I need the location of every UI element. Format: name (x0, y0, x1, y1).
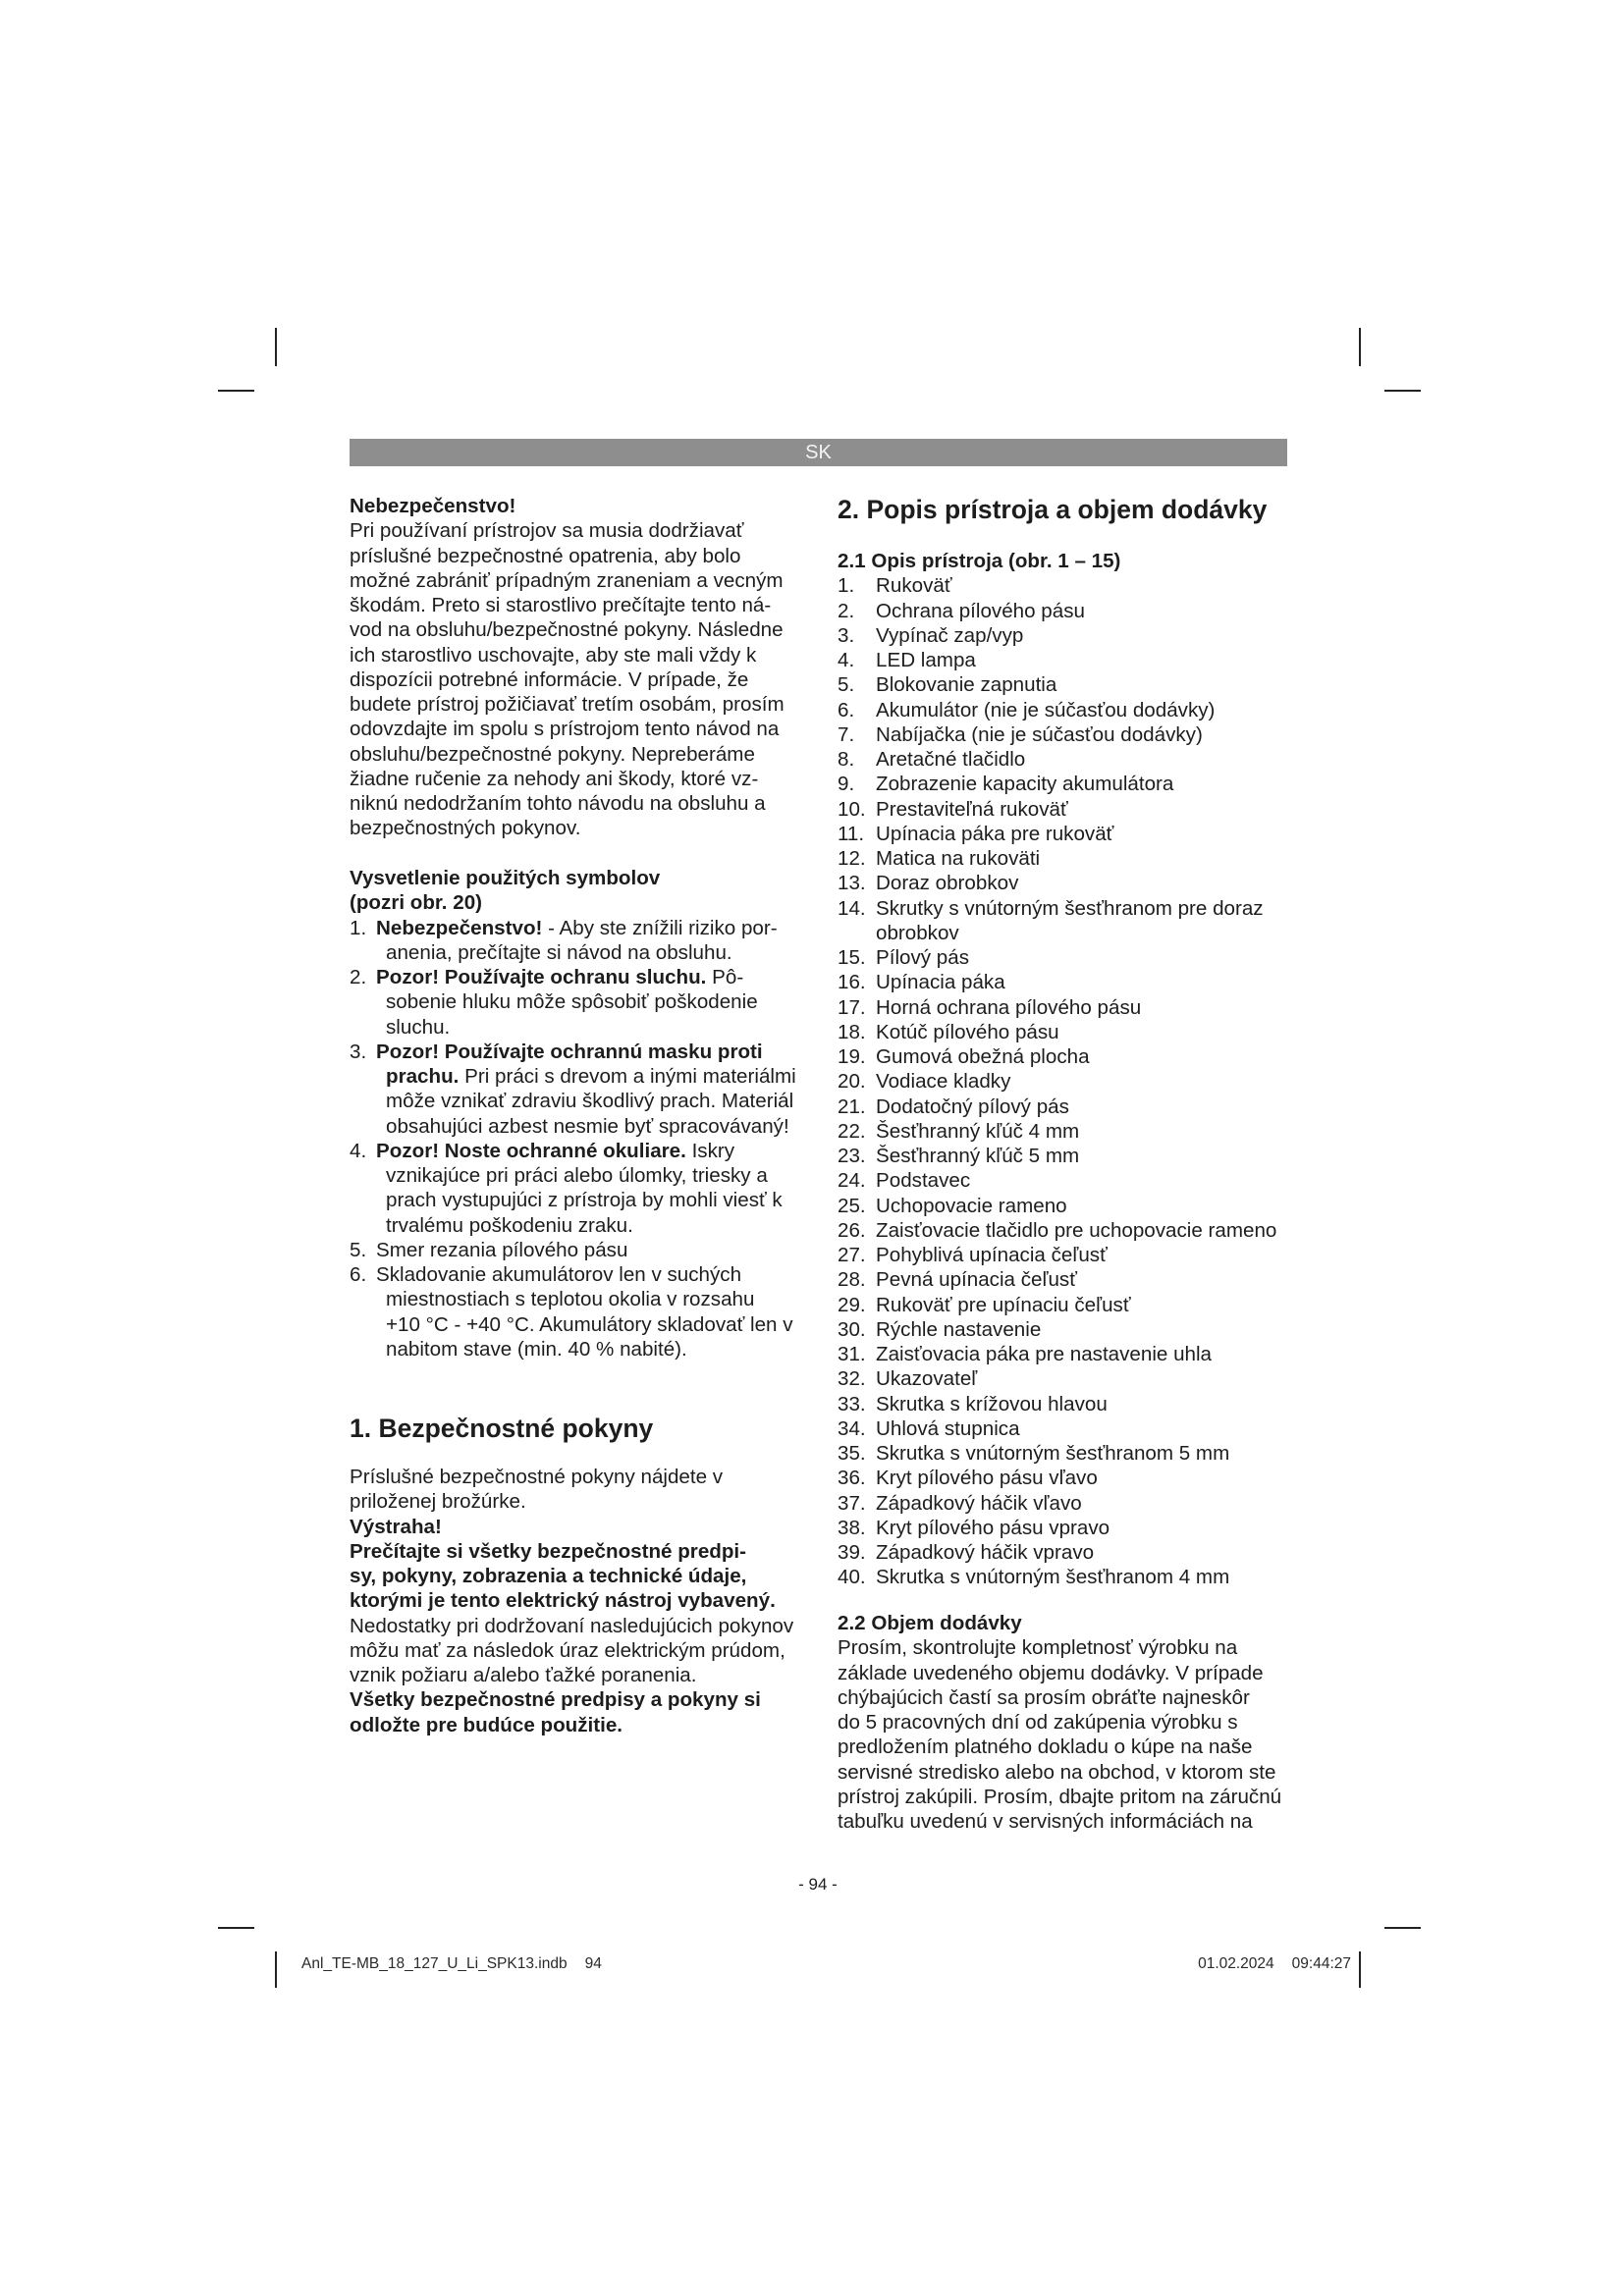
item-number: 23. (838, 1145, 866, 1167)
text-line: dispozícii potrebné informácie. V prípade, že (350, 667, 749, 691)
bold-text-line: Výstraha! (350, 1515, 442, 1538)
bold-text-line: sy, pokyny, zobrazenia a technické údaje, (350, 1565, 747, 1587)
danger-title: Nebezpečenstvo! (350, 495, 516, 517)
crop-mark-bottom-left-vertical (275, 1951, 277, 1988)
text-line: chýbajúcich častí sa prosím obráťte najneskôr (838, 1685, 1250, 1709)
part-list-line (838, 871, 1276, 895)
part-list-line (838, 1243, 1276, 1267)
part-list-line (838, 1516, 1276, 1540)
part-list-line (838, 1168, 1276, 1193)
item-number: 2. (350, 966, 367, 988)
text-line: tabuľku uvedenú v servisných informáciách na (838, 1810, 1253, 1833)
symbol-item-line (350, 1015, 796, 1040)
text-run: - Aby ste znížili riziko por- (542, 916, 778, 939)
item-number: 12. (838, 847, 866, 870)
symbol-item-line (350, 1287, 796, 1311)
part-list-item (838, 1342, 1276, 1366)
item-number: 30. (838, 1317, 866, 1341)
part-list-item (838, 1144, 1276, 1168)
part-name: Rukoväť pre upínaciu čeľusť (876, 1293, 1131, 1316)
part-list-item (838, 995, 1276, 1020)
part-list-item (838, 1044, 1276, 1069)
part-name: Upínacia páka pre rukoväť (876, 822, 1114, 845)
part-list-line (838, 1366, 1276, 1391)
text-line: Príslušné bezpečnostné pokyny nájdete v (350, 1466, 724, 1488)
part-name: Uhlová stupnica (876, 1416, 1020, 1440)
section-heading-safety: 1. Bezpečnostné pokyny (350, 1414, 654, 1443)
part-list-line (838, 1267, 1276, 1292)
bold-text: prachu. (386, 1065, 460, 1088)
part-list-item (838, 599, 1276, 623)
text-run: prach vystupujúci z prístroja by mohli viesť k (386, 1189, 783, 1212)
text-line: žiadne ručenie za nehody ani škody, ktoré vz- (350, 767, 759, 790)
text-line: ich starostlivo uschovajte, aby ste mali vždy k (350, 643, 757, 667)
footer-file-name: Anl_TE-MB_18_127_U_Li_SPK13.indb (301, 1955, 568, 1972)
text-line: príslušné bezpečnostné opatrenia, aby bolo (350, 544, 741, 567)
device-description-list (838, 549, 1276, 1590)
part-list-item (838, 1540, 1276, 1565)
item-number: 3. (838, 623, 855, 647)
part-name: Západkový háčik vpravo (876, 1541, 1095, 1564)
text-line: prístroj zakúpili. Prosím, dbajte pritom na záručnú (838, 1785, 1282, 1808)
part-list-line (838, 846, 1276, 871)
bold-text-line: Všetky bezpečnostné predpisy a pokyny si (350, 1688, 761, 1712)
part-name: Kotúč pílového pásu (876, 1020, 1059, 1043)
part-name: Skrutka s krížovou hlavou (876, 1392, 1108, 1415)
part-name: Ochrana pílového pásu (876, 599, 1085, 622)
part-list-line (838, 1095, 1276, 1119)
part-name: Uchopovacie rameno (876, 1194, 1067, 1217)
bold-text-line: ktorými je tento elektrický nástroj vybavený. (350, 1589, 776, 1613)
part-list-item (838, 1069, 1276, 1094)
part-list-item (838, 1020, 1276, 1044)
item-number: 1. (838, 574, 855, 598)
part-list-line (838, 599, 1276, 623)
part-list-line (838, 1392, 1276, 1416)
part-name: Skrutka s vnútorným šesťhranom 5 mm (876, 1442, 1230, 1465)
symbols-title-line: (pozri obr. 20) (350, 891, 483, 915)
part-list-item (838, 846, 1276, 871)
part-list-line (838, 1491, 1276, 1516)
part-name: Dodatočný pílový pás (876, 1095, 1069, 1118)
part-list-item (838, 722, 1276, 747)
item-number: 2. (838, 599, 855, 622)
bold-text: Pozor! Používajte ochranu sluchu. (376, 966, 707, 988)
part-list-line (838, 722, 1276, 747)
text-run: vznikajúce pri práci alebo úlomky, triesky a (386, 1164, 768, 1187)
part-list-line (838, 1441, 1276, 1466)
part-list-line (838, 1540, 1276, 1565)
part-list-item (838, 1366, 1276, 1391)
part-name: Západkový háčik vľavo (876, 1491, 1082, 1515)
part-name: Šesťhranný kľúč 4 mm (876, 1119, 1080, 1143)
text-run: Pri práci s drevom a inými materiálmi (459, 1065, 796, 1088)
bold-text: Pozor! Používajte ochrannú masku proti (376, 1040, 763, 1063)
part-list-line (838, 1317, 1276, 1342)
symbol-item (350, 1262, 796, 1362)
item-number: 3. (350, 1040, 367, 1063)
footer-date: 01.02.2024 (1198, 1955, 1274, 1972)
symbol-item-line (350, 1262, 796, 1287)
part-list-line (838, 573, 1276, 598)
item-number: 4. (838, 649, 855, 671)
item-number: 40. (838, 1566, 866, 1589)
text-line: Pri používaní prístrojov sa musia dodržiavať (350, 519, 744, 543)
text-line: do 5 pracovných dní od zakúpenia výrobku s (838, 1711, 1238, 1734)
part-list-item (838, 970, 1276, 994)
part-list-item (838, 822, 1276, 846)
text-line: obsluhu/bezpečnostné pokyny. Nepreberáme (350, 742, 755, 766)
part-name: Podstavec (876, 1169, 971, 1193)
symbol-item-line (350, 1139, 796, 1163)
symbol-item (350, 1238, 796, 1262)
symbol-item-line (350, 1114, 796, 1139)
symbol-item-line (350, 1064, 796, 1089)
text-line: vznik požiaru a/alebo ťažké poranenia. (350, 1664, 697, 1686)
crop-mark-top-left-horizontal (218, 390, 254, 392)
symbol-item-line (350, 989, 796, 1014)
item-number: 26. (838, 1218, 866, 1242)
part-list-item (838, 1293, 1276, 1317)
part-name: LED lampa (876, 649, 976, 671)
part-list-item (838, 945, 1276, 970)
part-name: Pílový pás (876, 946, 970, 969)
part-name: Akumulátor (nie je súčasťou dodávky) (876, 698, 1216, 721)
item-number: 5. (350, 1238, 367, 1261)
item-number: 27. (838, 1244, 866, 1266)
item-number: 16. (838, 971, 866, 994)
bold-text-line: Prečítajte si všetky bezpečnostné predpi- (350, 1539, 747, 1563)
part-list-line (838, 1069, 1276, 1094)
page-number: - 94 - (798, 1875, 838, 1894)
text-run: sobenie hluku môže spôsobiť poškodenie (386, 990, 758, 1014)
symbol-item-line (350, 1337, 796, 1362)
part-list-line (838, 698, 1276, 722)
text-run: +10 °C - +40 °C. Akumulátory skladovať len v (386, 1312, 793, 1336)
item-number: 31. (838, 1343, 866, 1365)
item-number: 28. (838, 1268, 866, 1292)
part-name: Pevná upínacia čeľusť (876, 1268, 1077, 1292)
part-name: Blokovanie zapnutia (876, 673, 1057, 697)
item-number: 33. (838, 1392, 866, 1415)
item-number: 25. (838, 1194, 866, 1217)
text-line: základe uvedeného objemu dodávky. V prípade (838, 1661, 1264, 1684)
part-name: Zaisťovacie tlačidlo pre uchopovacie rameno (876, 1218, 1277, 1242)
part-name: Kryt pílového pásu vpravo (876, 1516, 1110, 1539)
part-list-line (838, 1020, 1276, 1044)
item-number: 38. (838, 1516, 866, 1539)
part-name: Nabíjačka (nie je súčasťou dodávky) (876, 722, 1203, 746)
text-line: škodám. Preto si starostlivo prečítajte tento ná- (350, 594, 772, 616)
part-list-item (838, 1392, 1276, 1416)
text-line: predložením platného dokladu o kúpe na naše (838, 1735, 1253, 1759)
bold-text: Pozor! Noste ochranné okuliare. (376, 1139, 686, 1162)
part-name: Zobrazenie kapacity akumulátora (876, 773, 1174, 796)
text-run: obsahujúci azbest nesmie byť spracovávaný! (386, 1114, 789, 1138)
crop-mark-bottom-right-vertical (1359, 1951, 1361, 1988)
item-number: 21. (838, 1095, 866, 1118)
item-number: 14. (838, 896, 866, 920)
part-name: Pohyblivá upínacia čeľusť (876, 1244, 1108, 1266)
part-list-item (838, 1267, 1276, 1292)
symbol-item-line (350, 1188, 796, 1212)
part-list-item (838, 1119, 1276, 1144)
item-number: 11. (838, 822, 865, 845)
footer-file-info (301, 1955, 602, 1973)
footer-sheet-number: 94 (584, 1955, 602, 1972)
text-run: Iskry (685, 1139, 735, 1162)
crop-mark-bottom-right-horizontal (1384, 1927, 1421, 1929)
item-number: 20. (838, 1070, 866, 1094)
part-list-line (838, 896, 1276, 921)
part-name: Aretačné tlačidlo (876, 748, 1026, 771)
footer-timestamp (1198, 1955, 1351, 1973)
text-line: odovzdajte im spolu s prístrojom tento návod na (350, 718, 780, 741)
symbol-item-line (350, 940, 796, 965)
item-number: 10. (838, 797, 866, 821)
part-list-item (838, 672, 1276, 697)
item-number: 24. (838, 1169, 866, 1193)
part-name: obrobkov (876, 921, 959, 944)
symbol-item (350, 1040, 796, 1139)
part-list-line (838, 672, 1276, 697)
symbol-item-line (350, 916, 796, 940)
text-run: miestnostiach s teplotou okolia v rozsahu (386, 1288, 755, 1311)
item-number: 9. (838, 773, 855, 796)
description-title: 2.1 Opis prístroja (obr. 1 – 15) (838, 550, 1121, 572)
part-list-item (838, 896, 1276, 946)
symbol-item (350, 1139, 796, 1238)
symbol-item-line (350, 1312, 796, 1337)
item-number: 18. (838, 1020, 866, 1043)
part-name: Doraz obrobkov (876, 872, 1019, 895)
part-list-item (838, 1491, 1276, 1516)
item-number: 32. (838, 1367, 866, 1391)
item-number: 7. (838, 722, 855, 746)
section-heading-description: 2. Popis prístroja a objem dodávky (838, 495, 1268, 524)
safety-instructions (350, 1465, 793, 1737)
delivery-title: 2.2 Objem dodávky (838, 1612, 1022, 1634)
part-list-item (838, 1416, 1276, 1441)
part-list-item (838, 1168, 1276, 1193)
crop-mark-bottom-left-horizontal (218, 1927, 254, 1929)
language-code: SK (805, 442, 832, 463)
text-run: trvalému poškodeniu zraku. (386, 1213, 633, 1237)
text-run: anenia, prečítajte si návod na obsluhu. (386, 940, 732, 964)
part-list-item (838, 772, 1276, 796)
text-run: Pô- (706, 966, 744, 988)
crop-mark-top-right-vertical (1359, 328, 1361, 366)
part-list-line (838, 945, 1276, 970)
text-line: môžu mať za následok úraz elektrickým prúdom, (350, 1638, 785, 1662)
part-list-item (838, 1516, 1276, 1540)
part-name: Vodiace kladky (876, 1070, 1011, 1094)
text-run: sluchu. (386, 1015, 451, 1039)
text-line: servisné stredisko alebo na obchod, v ktorom ste (838, 1760, 1276, 1784)
part-list-line (838, 623, 1276, 648)
item-number: 6. (838, 698, 855, 721)
item-number: 22. (838, 1119, 866, 1143)
item-number: 37. (838, 1491, 866, 1515)
part-list-item (838, 1565, 1276, 1589)
part-list-line (838, 822, 1276, 846)
crop-mark-top-left-vertical (275, 328, 277, 366)
item-number: 39. (838, 1541, 866, 1564)
part-list-line (838, 772, 1276, 796)
part-list-item (838, 747, 1276, 772)
item-number: 29. (838, 1293, 866, 1316)
part-name: Horná ochrana pílového pásu (876, 995, 1142, 1019)
part-list-item (838, 797, 1276, 822)
item-number: 36. (838, 1467, 866, 1490)
text-run: nabitom stave (min. 40 % nabité). (386, 1337, 687, 1361)
part-name: Rýchle nastavenie (876, 1317, 1042, 1341)
part-name: Ukazovateľ (876, 1367, 978, 1391)
part-list-line (838, 970, 1276, 994)
item-number: 19. (838, 1045, 866, 1068)
part-list-item (838, 1466, 1276, 1490)
language-bar (350, 439, 1287, 466)
part-name: Šesťhranný kľúč 5 mm (876, 1145, 1080, 1167)
item-number: 17. (838, 995, 866, 1019)
part-list-line (838, 747, 1276, 772)
part-list-item (838, 1218, 1276, 1243)
delivery-scope (838, 1611, 1281, 1834)
part-list-item (838, 871, 1276, 895)
text-run: Skladovanie akumulátorov len v suchých (376, 1263, 742, 1286)
text-line: priloženej brožúrke. (350, 1490, 526, 1514)
text-line: budete prístroj požičiavať tretím osobám, prosím (350, 693, 785, 716)
part-name: Gumová obežná plocha (876, 1045, 1090, 1068)
part-name: Kryt pílového pásu vľavo (876, 1467, 1098, 1490)
text-line: možné zabrániť prípadným zraneniam a vecným (350, 568, 784, 592)
part-list-line (838, 1565, 1276, 1589)
part-list-item (838, 1441, 1276, 1466)
part-list-item (838, 698, 1276, 722)
part-name: Vypínač zap/vyp (876, 623, 1024, 647)
part-list-line (838, 648, 1276, 672)
danger-notice (350, 494, 785, 841)
text-line: vod na obsluhu/bezpečnostné pokyny. Následne (350, 618, 784, 642)
part-list-line (838, 1044, 1276, 1069)
item-number: 13. (838, 872, 866, 895)
text-line: Prosím, skontrolujte kompletnosť výrobku na (838, 1636, 1238, 1660)
part-list-line (838, 797, 1276, 822)
part-name: Zaisťovacia páka pre nastavenie uhla (876, 1343, 1213, 1365)
symbol-item-line (350, 1089, 796, 1113)
crop-mark-top-right-horizontal (1384, 390, 1421, 392)
part-list-line (838, 995, 1276, 1020)
part-list-line (838, 1466, 1276, 1490)
item-number: 4. (350, 1139, 367, 1162)
part-list-line (838, 1144, 1276, 1168)
part-list-line (838, 1119, 1276, 1144)
part-list-item (838, 623, 1276, 648)
symbol-item-line (350, 1040, 796, 1064)
part-list-line (838, 921, 1276, 945)
item-number: 35. (838, 1442, 866, 1465)
part-name: Skrutky s vnútorným šesťhranom pre doraz (876, 896, 1264, 920)
text-run: Smer rezania pílového pásu (376, 1238, 628, 1261)
symbol-item-line (350, 1163, 796, 1188)
text-line: bezpečnostných pokynov. (350, 817, 581, 840)
part-list-item (838, 1194, 1276, 1218)
part-name: Rukoväť (876, 574, 952, 598)
part-list-item (838, 1243, 1276, 1267)
symbols-explanation (350, 866, 796, 1362)
part-name: Matica na rukoväti (876, 847, 1041, 870)
part-name: Skrutka s vnútorným šesťhranom 4 mm (876, 1566, 1230, 1589)
part-list-line (838, 1218, 1276, 1243)
bold-text-line: odložte pre budúce použitie. (350, 1713, 623, 1736)
text-line: Nedostatky pri dodržovaní nasledujúcich pokynov (350, 1614, 794, 1637)
symbol-item-line (350, 1213, 796, 1238)
symbol-item (350, 916, 796, 966)
part-name: Upínacia páka (876, 971, 1005, 994)
part-name: Prestaviteľná rukoväť (876, 797, 1068, 821)
text-line: niknú nedodržaním tohto návodu na obsluhu a (350, 792, 766, 815)
part-list-item (838, 1095, 1276, 1119)
item-number: 5. (838, 673, 855, 697)
item-number: 6. (350, 1263, 367, 1286)
part-list-line (838, 1293, 1276, 1317)
part-list-line (838, 1342, 1276, 1366)
symbol-item-line (350, 965, 796, 989)
symbol-item (350, 965, 796, 1040)
part-list-line (838, 1416, 1276, 1441)
item-number: 8. (838, 748, 855, 771)
footer-time: 09:44:27 (1291, 1955, 1351, 1972)
text-run: môže vznikať zdraviu škodlivý prach. Materiál (386, 1090, 794, 1113)
item-number: 1. (350, 916, 367, 939)
symbol-item-line (350, 1238, 796, 1262)
part-list-item (838, 573, 1276, 598)
part-list-line (838, 1194, 1276, 1218)
item-number: 15. (838, 946, 866, 969)
part-list-item (838, 648, 1276, 672)
bold-text: Nebezpečenstvo! (376, 916, 543, 939)
part-list-item (838, 1317, 1276, 1342)
item-number: 34. (838, 1416, 866, 1440)
symbols-title-line: Vysvetlenie použitých symbolov (350, 867, 661, 889)
